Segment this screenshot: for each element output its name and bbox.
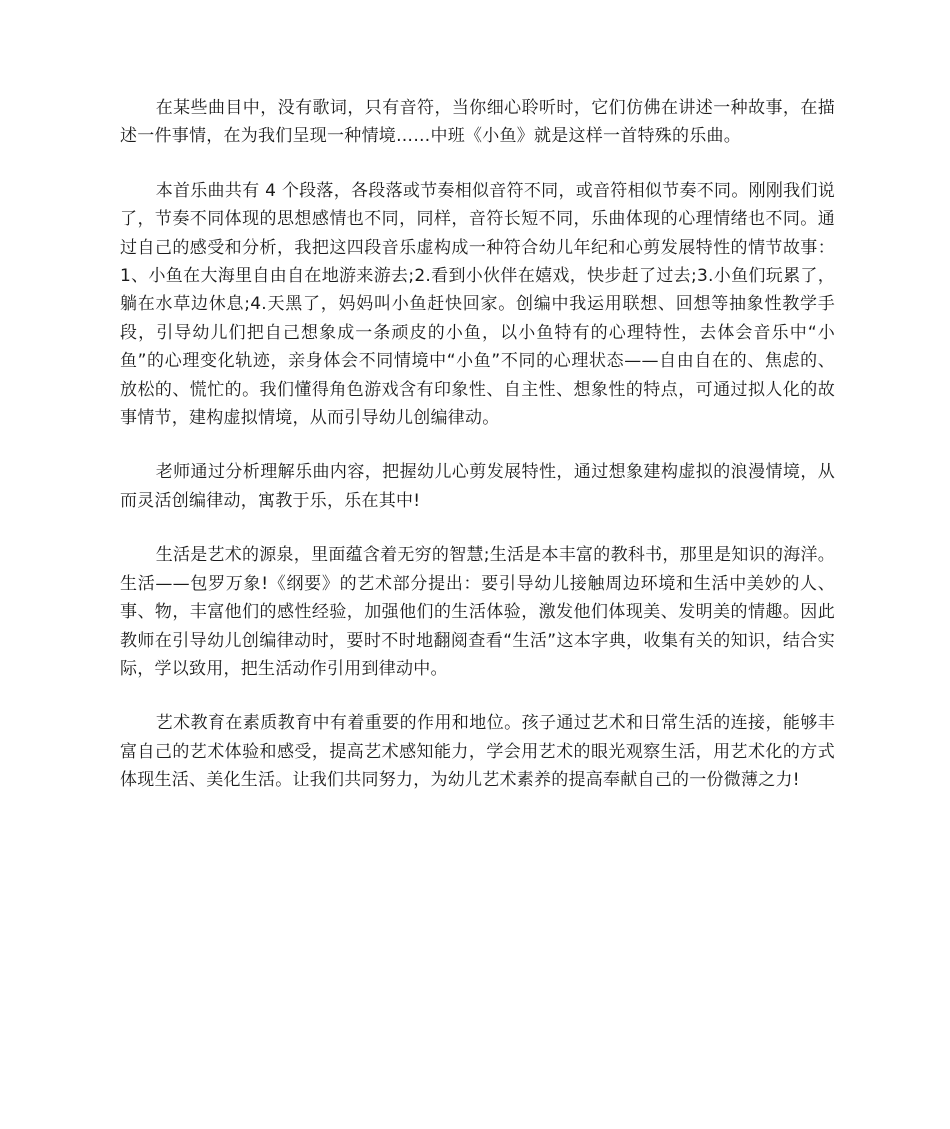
- paragraph-life-source: 生活是艺术的源泉，里面蕴含着无穷的智慧;生活是本丰富的教科书，那里是知识的海洋。生活——包罗万象!《纲要》的艺术部分提出：要引导幼儿接触周边环境和生活中美妙的人、事、物，丰富他们的感性经验，加强他们的生活体验，激发他们体现美、发明美的情趣。因此教师在引导幼儿创编律动时，要时不时地翻阅查看“生活”这本字典，收集有关的知识，结合实际，学以致用，把生活动作引用到律动中。: [120, 545, 835, 679]
- document-body: [120, 94, 835, 821]
- paragraph-teacher-analysis: 老师通过分析理解乐曲内容，把握幼儿心剪发展特性，通过想象建构虚拟的浪漫情境，从而灵活创编律动，寓教于乐，乐在其中!: [120, 462, 835, 511]
- paragraph-art-education: 艺术教育在素质教育中有着重要的作用和地位。孩子通过艺术和日常生活的连接，能够丰富自己的艺术体验和感受，提高艺术感知能力，学会用艺术的眼光观察生活，用艺术化的方式体现生活、美化生活。让我们共同努力，为幼儿艺术素养的提高奉献自己的一份微薄之力!: [120, 713, 835, 791]
- paragraph-intro: 在某些曲目中，没有歌词，只有音符，当你细心聆听时，它们仿佛在讲述一种故事，在描述一件事情，在为我们呈现一种情境……中班《小鱼》就是这样一首特殊的乐曲。: [120, 98, 835, 147]
- paragraph-music-structure: 本首乐曲共有 4 个段落，各段落或节奏相似音符不同，或音符相似节奏不同。刚刚我们说了，节奏不同体现的思想感情也不同，同样，音符长短不同，乐曲体现的心理情绪也不同。通过自己的感受和分析，我把这四段音乐虚构成一种符合幼儿年纪和心剪发展特性的情节故事：1、小鱼在大海里自由自在地游来游去;2.看到小伙伴在嬉戏，快步赶了过去;3.小鱼们玩累了，躺在水草边休息;4.天黑了，妈妈叫小鱼赶快回家。创编中我运用联想、回想等抽象性教学手段，引导幼儿们把自己想象成一条顽皮的小鱼，以小鱼特有的心理特性，去体会音乐中“小鱼”的心理变化轨迹，亲身体会不同情境中“小鱼”不同的心理状态——自由自在的、焦虑的、放松的、慌忙的。我们懂得角色游戏含有印象性、自主性、想象性的特点，可通过拟人化的故事情节，建构虚拟情境，从而引导幼儿创编律动。: [120, 180, 835, 429]
